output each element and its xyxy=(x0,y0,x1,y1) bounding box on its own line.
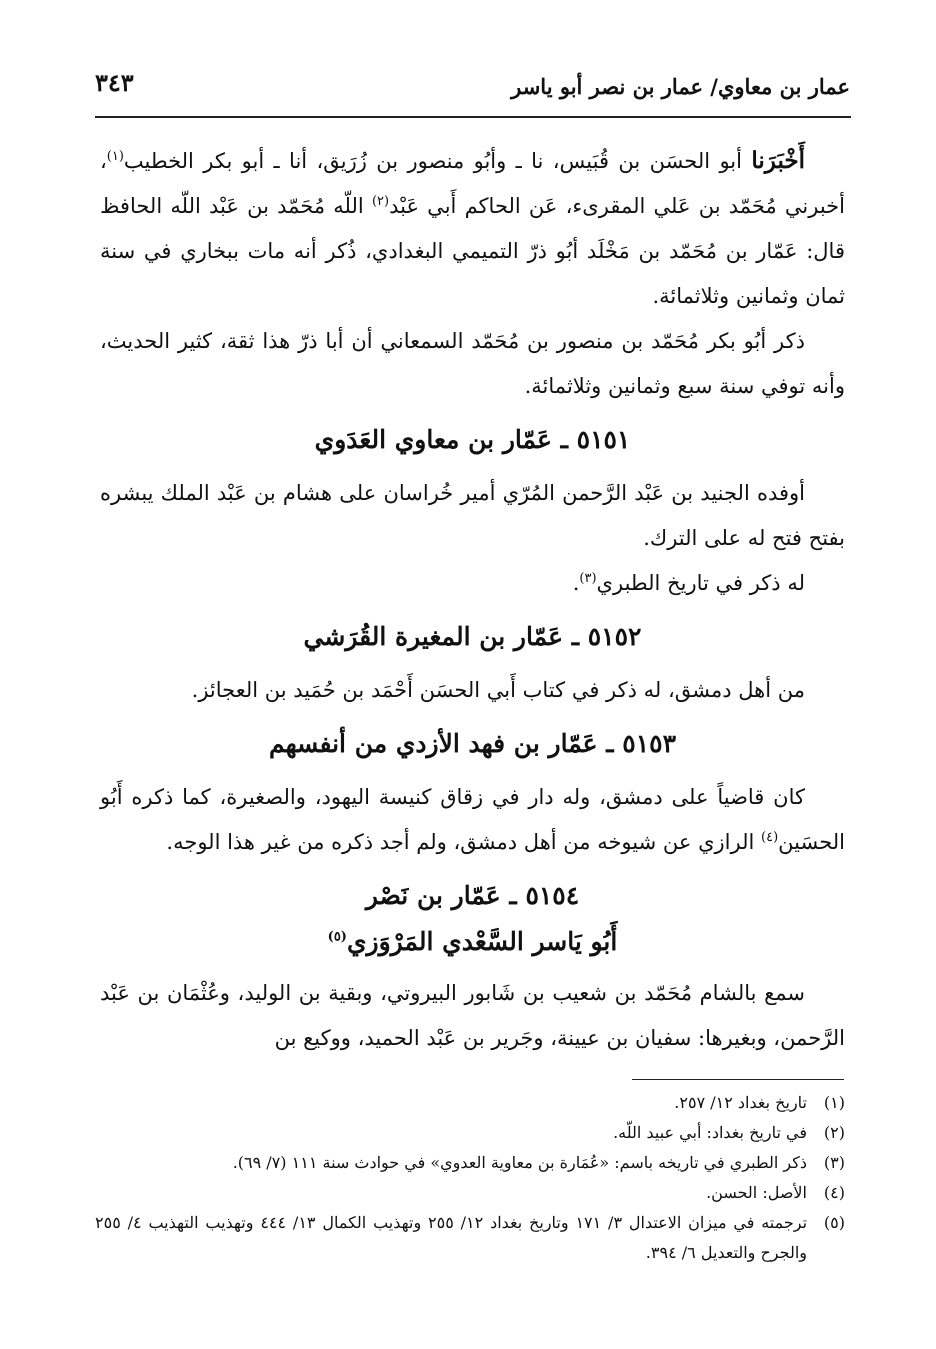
entry-heading-5152: ٥١٥٢ ـ عَمّار بن المغيرة القُرَشي xyxy=(303,622,642,651)
footnote-ref-4[interactable]: (٤) xyxy=(761,830,779,845)
footnote-3 xyxy=(95,1148,845,1178)
paragraph-lead-word: أَخْبَرَنا xyxy=(751,147,805,174)
footnote-number: (٤) xyxy=(823,1183,845,1202)
paragraph-4 xyxy=(100,561,845,606)
footnote-5 xyxy=(95,1208,845,1268)
footnote-ref-1[interactable]: (١) xyxy=(106,149,124,164)
header-rule xyxy=(95,116,851,118)
footnotes xyxy=(95,1088,845,1268)
footnote-ref-2[interactable]: (٢) xyxy=(371,194,390,209)
entry-heading-5153: ٥١٥٣ ـ عَمّار بن فهد الأزدي من أنفسهم xyxy=(268,729,677,758)
entry-heading-line-1: ٥١٥٤ ـ عَمّار بن نَصْر xyxy=(365,881,580,910)
footnote-text: الأصل: الحسن. xyxy=(706,1183,807,1202)
footnote-ref-5[interactable]: (٥) xyxy=(327,929,347,945)
main-text xyxy=(100,138,845,1061)
paragraph-text: أبو الحسَن بن قُبَيس، نا ـ وأبُو منصور بن زُرَيق، أنا ـ أبو بكر الخطيب xyxy=(123,149,752,173)
page-header xyxy=(95,60,850,100)
entry-heading-5151: ٥١٥١ ـ عَمّار بن معاوي العَدَوي xyxy=(314,425,631,454)
footnote-text: ذكر الطبري في تاريخه باسم: «عُمَارة بن معاوية العدوي» في حوادث سنة ١١١ (٧/ ٦٩). xyxy=(232,1153,807,1172)
footnote-rule xyxy=(632,1079,844,1080)
entry-heading-line-2 xyxy=(100,919,845,965)
paragraph-1 xyxy=(100,138,845,319)
paragraph-text: ، أخبرني مُحَمّد بن عَلي المقرىء، عَن الحاكم أَبي عَبْد xyxy=(100,149,845,218)
footnote-2 xyxy=(95,1118,845,1148)
footnote-ref-3[interactable]: (٣) xyxy=(579,571,597,586)
footnote-number: (٣) xyxy=(823,1153,845,1172)
paragraph-text: له ذكر في تاريخ الطبري xyxy=(596,571,805,595)
paragraph-6 xyxy=(100,775,845,865)
entry-heading-5154 xyxy=(100,865,845,971)
footnote-number: (١) xyxy=(823,1093,845,1112)
footnote-number: (٢) xyxy=(823,1123,845,1142)
paragraph-text: . xyxy=(572,571,580,595)
paragraph-2: ذكر أبُو بكر مُحَمّد بن منصور بن مُحَمّد السمعاني أن أبا ذرّ هذا ثقة، كثير الحديث، وأنه توفي سنة سبع وثمانين وثلاثمائة. xyxy=(100,329,845,398)
paragraph-text: اللّه مُحَمّد بن عَبْد اللّه الحافظ قال: عَمّار بن مُحَمّد بن مَخْلَد أبُو ذرّ التميمي البغدادي، ذُكر أنه مات ببخاري في سنة ثمان وثمانين وثلاثمائة. xyxy=(100,194,845,308)
running-title: عمار بن معاوي/ عمار بن نصر أبو ياسر xyxy=(511,74,850,99)
footnote-text: تاريخ بغداد ١٢/ ٢٥٧. xyxy=(674,1093,807,1112)
paragraph-5: من أهل دمشق، له ذكر في كتاب أَبي الحسَن أَحْمَد بن حُمَيد بن العجائز. xyxy=(191,678,805,702)
page-number: ٣٤٣ xyxy=(95,68,134,97)
paragraph-text: الرازي عن شيوخه من أهل دمشق، ولم أجد ذكره من غير هذا الوجه. xyxy=(166,830,761,854)
footnote-4 xyxy=(95,1178,845,1208)
footnote-1 xyxy=(95,1088,845,1118)
footnote-text: ترجمته في ميزان الاعتدال ٣/ ١٧١ وتاريخ بغداد ١٢/ ٢٥٥ وتهذيب الكمال ١٣/ ٤٤٤ وتهذيب التهذيب ٤/ ٢٥٥ والجرح والتعديل ٦/ ٣٩٤. xyxy=(95,1213,808,1262)
paragraph-7: سمع بالشام مُحَمّد بن شعيب بن شَابور البيروتي، وبقية بن الوليد، وعُثْمَان بن عَبْد الرَّحمن، وبغيرها: سفيان بن عيينة، وجَرير بن عَبْد الحميد، ووكيع بن xyxy=(100,981,845,1050)
footnote-number: (٥) xyxy=(823,1213,845,1232)
paragraph-text: كان قاضياً على دمشق، وله دار في زقاق كنيسة اليهود، والصغيرة، كما ذكره أَبُو الحسَين xyxy=(100,785,845,854)
entry-heading-text: أَبُو يَاسر السَّعْدي المَرْوَزي xyxy=(346,927,618,956)
footnote-text: في تاريخ بغداد: أبي عبيد اللّه. xyxy=(613,1123,807,1142)
paragraph-3: أوفده الجنيد بن عَبْد الرَّحمن المُرّي أمير خُراسان على هشام بن عَبْد الملك يبشره بفتح فتح له على الترك. xyxy=(100,481,845,550)
